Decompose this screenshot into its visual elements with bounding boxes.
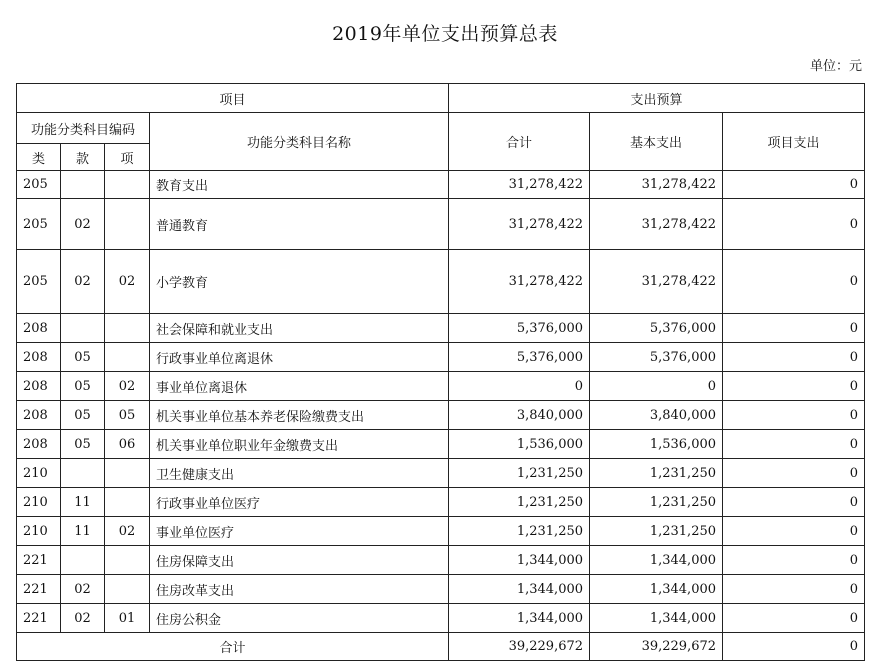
cell-lei: 210 <box>17 488 61 517</box>
cell-xiang: 02 <box>105 517 150 546</box>
cell-basic: 31,278,422 <box>590 199 723 250</box>
header-project: 项目 <box>17 84 449 113</box>
cell-lei: 221 <box>17 575 61 604</box>
cell-name: 住房改革支出 <box>150 575 449 604</box>
cell-basic: 5,376,000 <box>590 343 723 372</box>
cell-kuan <box>61 459 105 488</box>
table-row <box>17 250 865 314</box>
cell-name: 住房保障支出 <box>150 546 449 575</box>
header-total: 合计 <box>449 113 590 171</box>
cell-lei: 210 <box>17 517 61 546</box>
cell-kuan: 11 <box>61 517 105 546</box>
table-row <box>17 546 865 575</box>
cell-xiang <box>105 314 150 343</box>
table-row <box>17 430 865 459</box>
cell-xiang <box>105 343 150 372</box>
cell-lei: 208 <box>17 372 61 401</box>
cell-total: 31,278,422 <box>449 199 590 250</box>
cell-total: 1,344,000 <box>449 575 590 604</box>
cell-total: 1,344,000 <box>449 546 590 575</box>
table-row <box>17 604 865 633</box>
cell-xiang: 02 <box>105 372 150 401</box>
cell-lei: 208 <box>17 314 61 343</box>
cell-name: 机关事业单位职业年金缴费支出 <box>150 430 449 459</box>
cell-project: 0 <box>723 372 865 401</box>
cell-name: 机关事业单位基本养老保险缴费支出 <box>150 401 449 430</box>
table-row <box>17 372 865 401</box>
cell-kuan: 02 <box>61 250 105 314</box>
header-row-1 <box>17 84 865 113</box>
total-amount: 39,229,672 <box>449 633 590 661</box>
cell-lei: 210 <box>17 459 61 488</box>
header-row-2 <box>17 113 865 144</box>
header-func-code: 功能分类科目编码 <box>17 113 150 144</box>
cell-name: 住房公积金 <box>150 604 449 633</box>
cell-xiang <box>105 171 150 199</box>
cell-total: 1,344,000 <box>449 604 590 633</box>
total-row <box>17 633 865 661</box>
cell-basic: 1,231,250 <box>590 517 723 546</box>
cell-total: 1,536,000 <box>449 430 590 459</box>
cell-name: 行政事业单位医疗 <box>150 488 449 517</box>
cell-project: 0 <box>723 401 865 430</box>
table-row <box>17 314 865 343</box>
budget-table <box>16 83 865 661</box>
cell-project: 0 <box>723 171 865 199</box>
cell-kuan: 02 <box>61 199 105 250</box>
cell-total: 1,231,250 <box>449 488 590 517</box>
cell-name: 教育支出 <box>150 171 449 199</box>
cell-kuan: 05 <box>61 430 105 459</box>
cell-xiang <box>105 199 150 250</box>
header-func-name: 功能分类科目名称 <box>150 113 449 171</box>
cell-xiang: 06 <box>105 430 150 459</box>
cell-lei: 205 <box>17 199 61 250</box>
cell-xiang <box>105 575 150 604</box>
cell-basic: 1,231,250 <box>590 459 723 488</box>
cell-name: 小学教育 <box>150 250 449 314</box>
cell-name: 事业单位医疗 <box>150 517 449 546</box>
cell-basic: 1,344,000 <box>590 546 723 575</box>
cell-name: 事业单位离退休 <box>150 372 449 401</box>
cell-basic: 1,344,000 <box>590 575 723 604</box>
cell-project: 0 <box>723 314 865 343</box>
cell-kuan: 05 <box>61 401 105 430</box>
cell-xiang <box>105 546 150 575</box>
cell-total: 31,278,422 <box>449 250 590 314</box>
cell-total: 31,278,422 <box>449 171 590 199</box>
cell-basic: 5,376,000 <box>590 314 723 343</box>
page-title: 2019年单位支出预算总表 <box>332 23 558 45</box>
cell-lei: 208 <box>17 401 61 430</box>
table-row <box>17 517 865 546</box>
total-project: 0 <box>723 633 865 661</box>
header-expenditure-budget: 支出预算 <box>449 84 865 113</box>
cell-basic: 31,278,422 <box>590 171 723 199</box>
cell-lei: 205 <box>17 171 61 199</box>
cell-project: 0 <box>723 546 865 575</box>
cell-kuan: 02 <box>61 575 105 604</box>
cell-project: 0 <box>723 199 865 250</box>
cell-xiang: 02 <box>105 250 150 314</box>
cell-total: 1,231,250 <box>449 459 590 488</box>
table-row <box>17 459 865 488</box>
cell-total: 1,231,250 <box>449 517 590 546</box>
cell-basic: 1,231,250 <box>590 488 723 517</box>
cell-project: 0 <box>723 517 865 546</box>
header-project-exp: 项目支出 <box>723 113 865 171</box>
cell-project: 0 <box>723 343 865 372</box>
cell-basic: 0 <box>590 372 723 401</box>
cell-kuan <box>61 546 105 575</box>
header-kuan: 款 <box>61 144 105 171</box>
cell-kuan <box>61 314 105 343</box>
cell-name: 普通教育 <box>150 199 449 250</box>
header-basic: 基本支出 <box>590 113 723 171</box>
cell-name: 行政事业单位离退休 <box>150 343 449 372</box>
cell-total: 5,376,000 <box>449 343 590 372</box>
cell-kuan: 11 <box>61 488 105 517</box>
cell-basic: 3,840,000 <box>590 401 723 430</box>
table-row <box>17 199 865 250</box>
cell-project: 0 <box>723 250 865 314</box>
cell-project: 0 <box>723 430 865 459</box>
table-row <box>17 401 865 430</box>
cell-lei: 221 <box>17 604 61 633</box>
cell-lei: 208 <box>17 343 61 372</box>
table-row <box>17 171 865 199</box>
header-xiang: 项 <box>105 144 150 171</box>
cell-basic: 1,536,000 <box>590 430 723 459</box>
cell-name: 卫生健康支出 <box>150 459 449 488</box>
cell-xiang <box>105 488 150 517</box>
cell-project: 0 <box>723 604 865 633</box>
cell-lei: 221 <box>17 546 61 575</box>
cell-lei: 205 <box>17 250 61 314</box>
cell-xiang: 01 <box>105 604 150 633</box>
cell-project: 0 <box>723 575 865 604</box>
table-row <box>17 488 865 517</box>
header-lei: 类 <box>17 144 61 171</box>
cell-xiang: 05 <box>105 401 150 430</box>
cell-kuan: 05 <box>61 343 105 372</box>
cell-kuan: 05 <box>61 372 105 401</box>
cell-total: 3,840,000 <box>449 401 590 430</box>
table-row <box>17 343 865 372</box>
total-label: 合计 <box>17 633 449 661</box>
table-row <box>17 575 865 604</box>
cell-name: 社会保障和就业支出 <box>150 314 449 343</box>
unit-label: 单位：元 <box>809 59 862 74</box>
cell-kuan: 02 <box>61 604 105 633</box>
cell-total: 5,376,000 <box>449 314 590 343</box>
cell-basic: 31,278,422 <box>590 250 723 314</box>
cell-basic: 1,344,000 <box>590 604 723 633</box>
cell-project: 0 <box>723 459 865 488</box>
cell-project: 0 <box>723 488 865 517</box>
cell-xiang <box>105 459 150 488</box>
cell-lei: 208 <box>17 430 61 459</box>
cell-total: 0 <box>449 372 590 401</box>
cell-kuan <box>61 171 105 199</box>
total-basic: 39,229,672 <box>590 633 723 661</box>
